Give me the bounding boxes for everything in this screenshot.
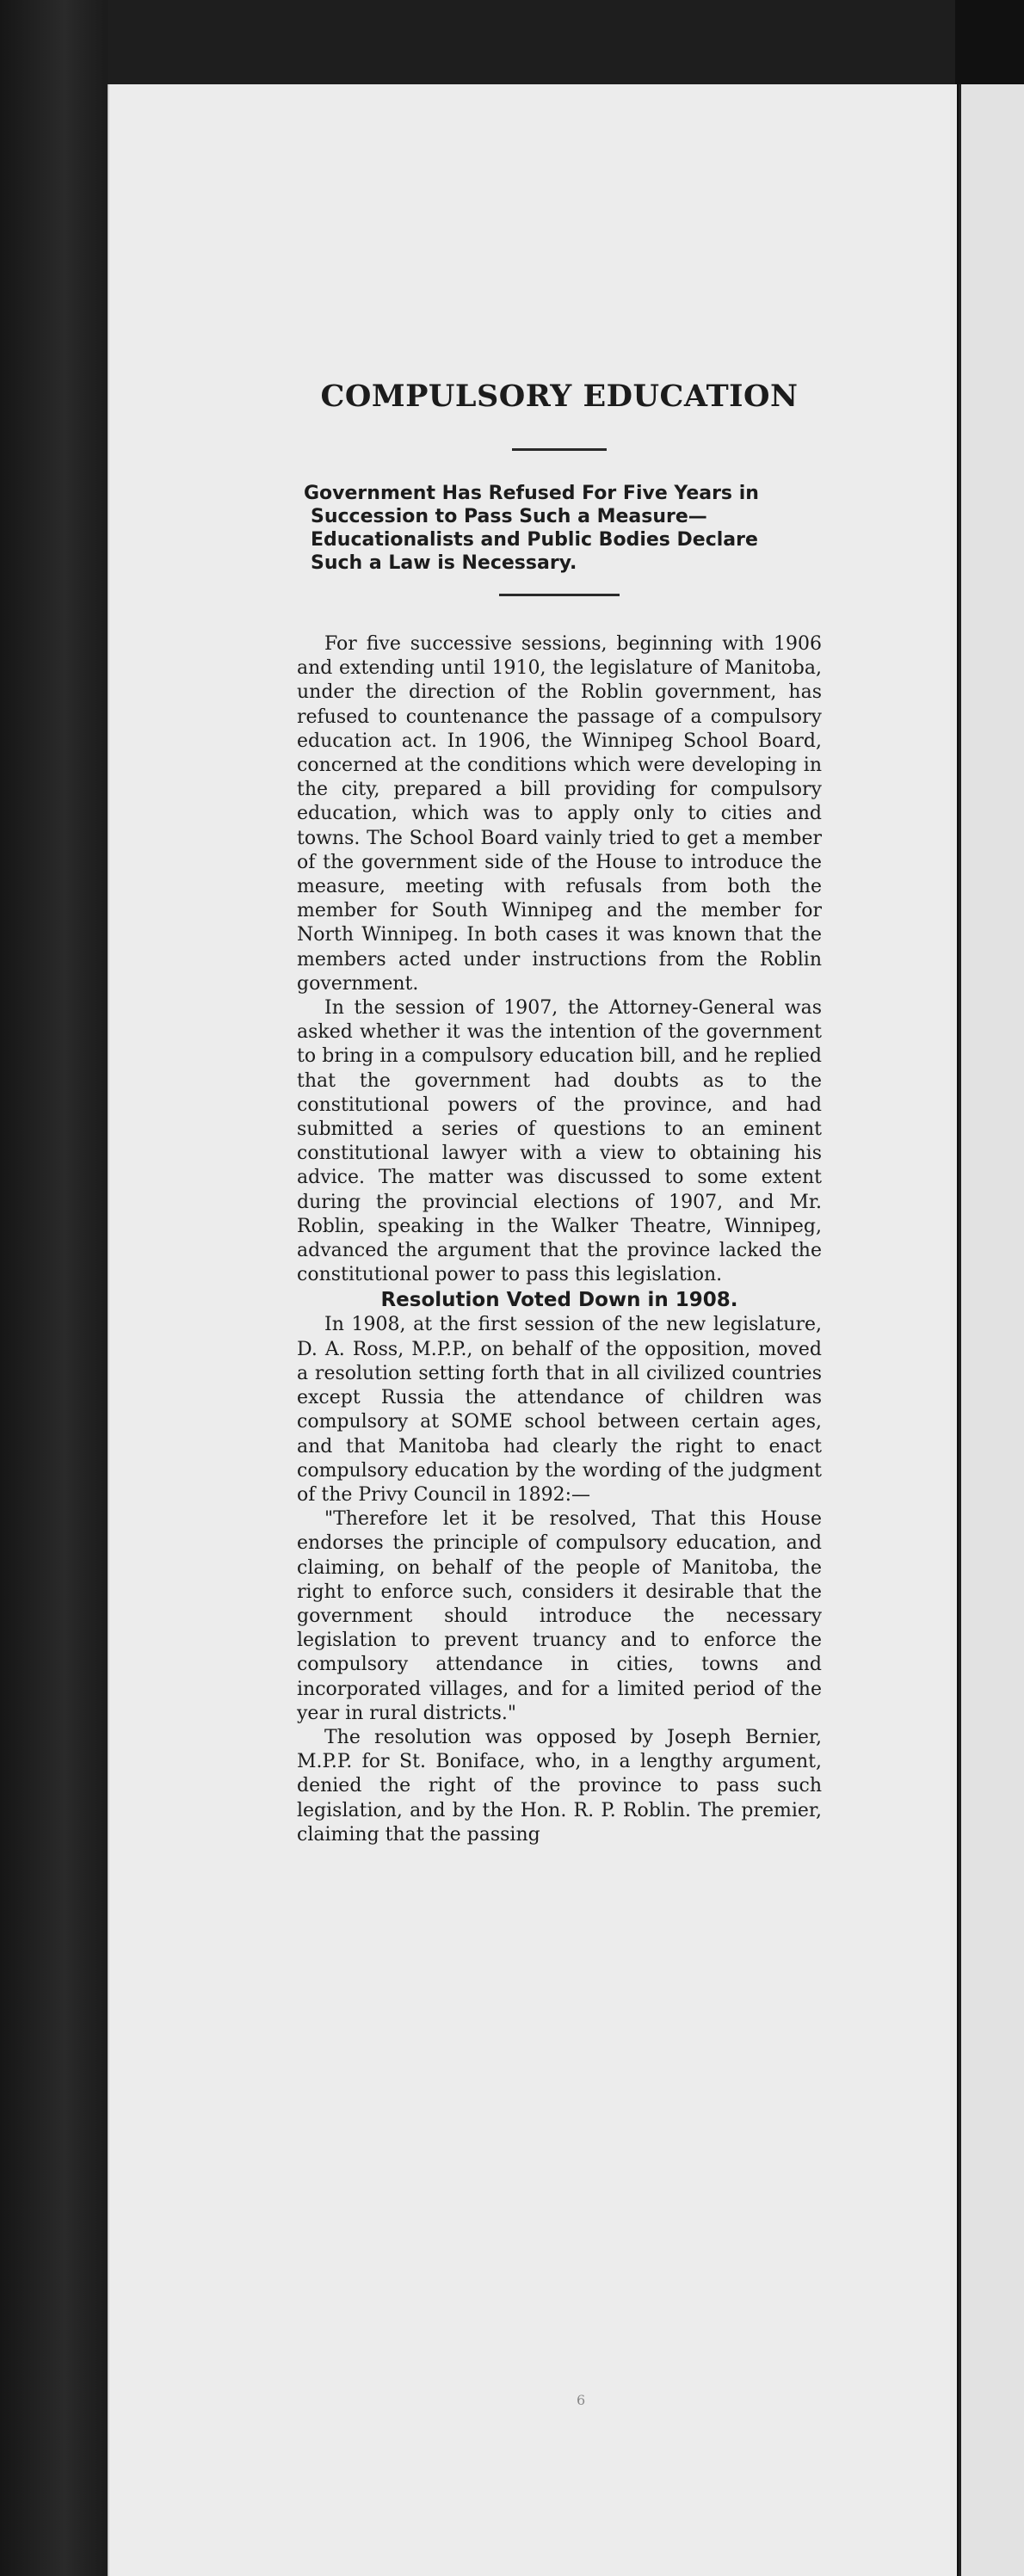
paragraph-1: For five successive sessions, beginning with 1906 and extending until 1910, the legislature of Manitoba, under the direction of the Roblin government, has refused to countenance the passage of a compulsory education act. In 1906, the Winnipeg School Board, concerned at the conditions which were developing in the city, prepared a bill providing for compulsory education, which was to apply only to cities and towns. The School Board vainly tried to get a member of the government side of the House to introduce the measure, meeting with refusals from both the member for South Winnipeg and the member for North Winnipeg. In both cases it was known that the members acted under instructions from the Roblin government. <box>297 633 822 995</box>
section-heading: Resolution Voted Down in 1908. <box>380 1289 738 1312</box>
adjacent-page-edge <box>959 84 1024 2576</box>
paragraph-4: "Therefore let it be resolved, That this House endorses the principle of compulsory education, and claiming, on behalf of the people of Manitoba, the right to enforce such, considers it desirable that the government should introduce the necessary legislation to prevent truancy and to enforce the compulsory attendance in cities, towns and incorporated villages, and for a limited period of the year in rural districts." <box>297 1508 822 1724</box>
article-body <box>297 632 822 1847</box>
subhead-rule <box>499 594 620 596</box>
paragraph-3: In 1908, at the first session of the new legislature, D. A. Ross, M.P.P., on behalf of the opposition, moved a resolution setting forth that in all civilized countries except Russia the attendance of children was compulsory at SOME school between certain ages, and that Manitoba had clearly the right to enact compulsory education by the wording of the judgment of the Privy Council in 1892:— <box>297 1314 822 1506</box>
paragraph-2: In the session of 1907, the Attorney-General was asked whether it was the intention of the government to bring in a compulsory education bill, and he replied that the government had doubts as to the constitutional powers of the province, and had submitted a series of questions to an eminent constitutional lawyer with a view to obtaining his advice. The matter was discussed to some extent during the provincial elections of 1907, and Mr. Roblin, speaking in the Walker Theatre, Winnipeg, advanced the argument that the province lacked the constitutional power to pass this legislation. <box>297 997 822 1286</box>
article <box>297 379 822 1847</box>
page-mark: 6 <box>577 2392 586 2408</box>
paragraph-5: The resolution was opposed by Joseph Bernier, M.P.P. for St. Boniface, who, in a lengthy argument, denied the right of the province to pass such legislation, and by the Hon. R. P. Roblin. The premier, claiming that the passing <box>297 1726 822 1846</box>
title-rule <box>512 448 607 451</box>
article-subhead: Government Has Refused For Five Years in Succession to Pass Such a Measure—Educationalists and Public Bodies Declare Such a Law is Necessary. <box>304 483 759 574</box>
article-title: COMPULSORY EDUCATION <box>320 379 799 414</box>
scan-background-left <box>0 0 108 2576</box>
